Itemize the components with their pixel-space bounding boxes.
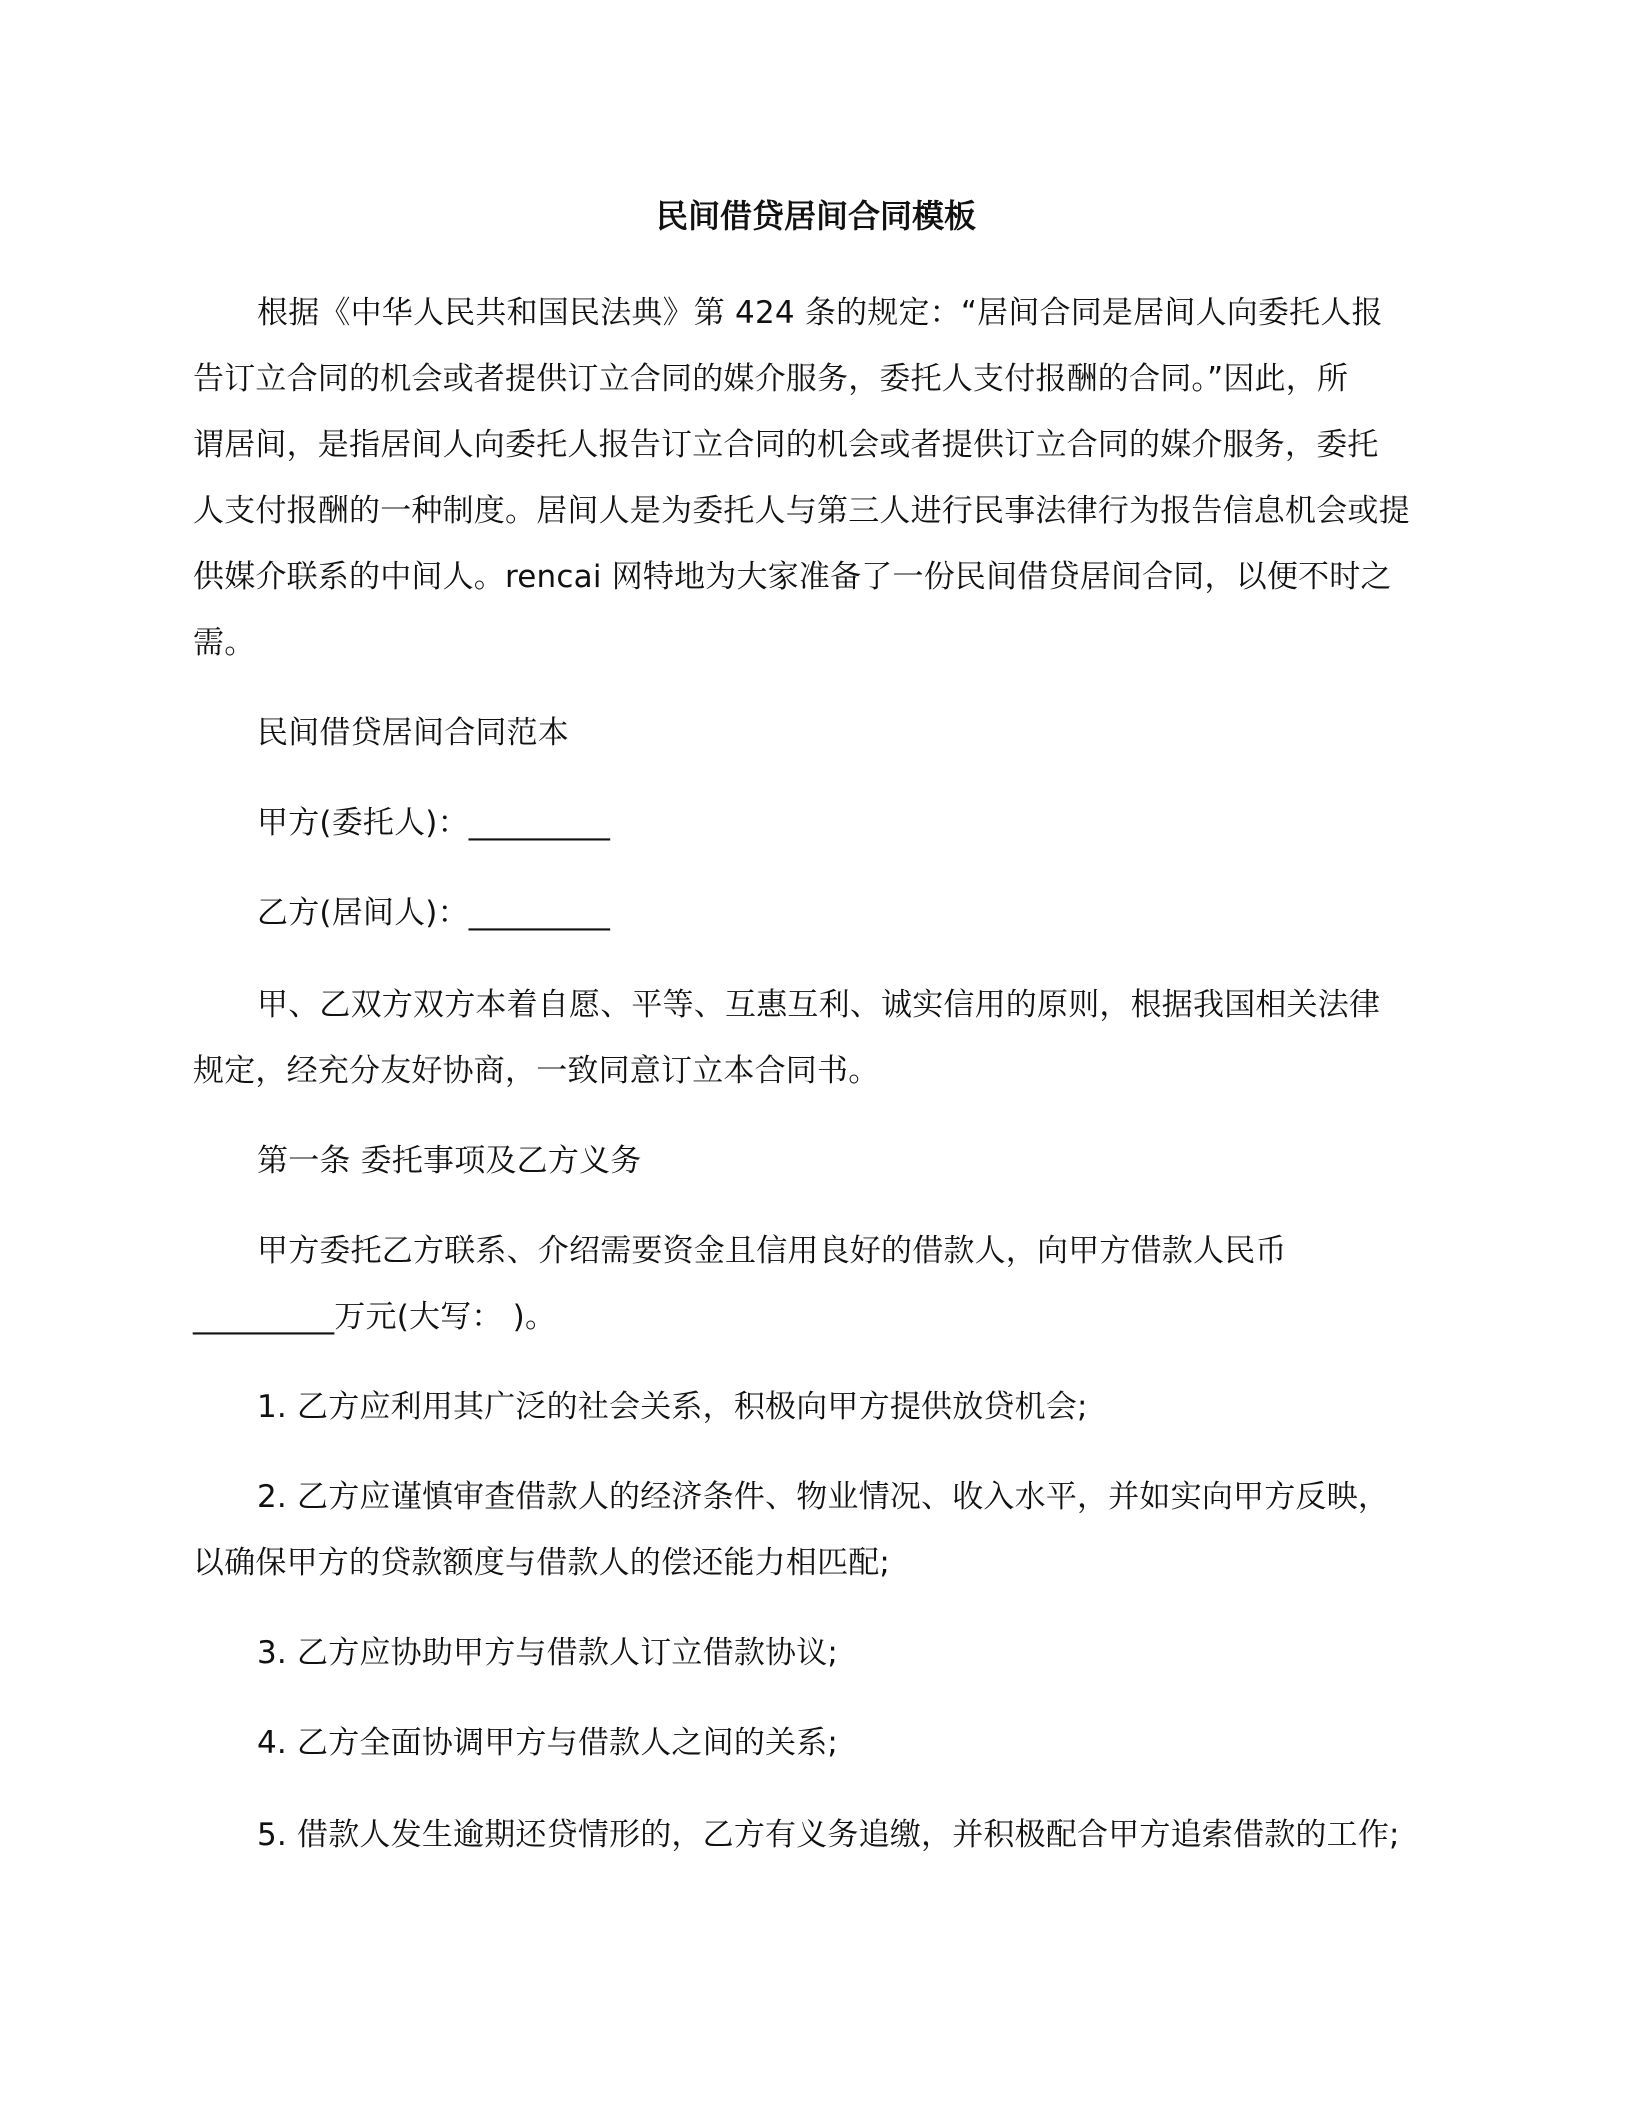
party-b-line: 乙方(居间人)：_________ [257,895,611,931]
intro-line-1: 根据《中华人民共和国民法典》第 424 条的规定：“居间合同是居间人向委托人报 [257,295,1383,331]
obligation-item-3: 3. 乙方应协助甲方与借款人订立借款协议; [257,1635,839,1671]
agreement-line-1: 甲、乙双方双方本着自愿、平等、互惠互利、诚实信用的原则，根据我国相关法律 [257,987,1381,1023]
obligation-item-2-line-1: 2. 乙方应谨慎审查借款人的经济条件、物业情况、收入水平，并如实向甲方反映， [257,1479,1390,1515]
obligation-item-1: 1. 乙方应利用其广泛的社会关系，积极向甲方提供放贷机会; [257,1389,1088,1425]
intro-line-2: 告订立合同的机会或者提供订立合同的媒介服务，委托人支付报酬的合同。”因此，所 [193,361,1349,397]
obligation-item-4: 4. 乙方全面协调甲方与借款人之间的关系; [257,1725,839,1761]
entrust-line-2: _________万元(大写： )。 [193,1299,557,1335]
intro-line-4: 人支付报酬的一种制度。居间人是为委托人与第三人进行民事法律行为报告信息机会或提 [193,493,1410,529]
document-title: 民间借贷居间合同模板 [655,197,976,235]
obligation-item-2-line-2: 以确保甲方的贷款额度与借款人的偿还能力相匹配; [193,1545,891,1581]
article-1-heading: 第一条 委托事项及乙方义务 [257,1143,642,1179]
obligation-item-5: 5. 借款人发生逾期还贷情形的，乙方有义务追缴，并积极配合甲方追索借款的工作; [257,1817,1400,1853]
party-a-line: 甲方(委托人)：_________ [257,805,611,841]
intro-line-6: 需。 [193,625,256,661]
intro-line-5: 供媒介联系的中间人。rencai 网特地为大家准备了一份民间借贷居间合同，以便不时之 [193,559,1392,595]
template-heading: 民间借贷居间合同范本 [257,715,569,751]
agreement-line-2: 规定，经充分友好协商，一致同意订立本合同书。 [193,1053,880,1089]
intro-line-3: 谓居间，是指居间人向委托人报告订立合同的机会或者提供订立合同的媒介服务，委托 [193,427,1379,463]
entrust-line-1: 甲方委托乙方联系、介绍需要资金且信用良好的借款人，向甲方借款人民币 [257,1233,1287,1269]
